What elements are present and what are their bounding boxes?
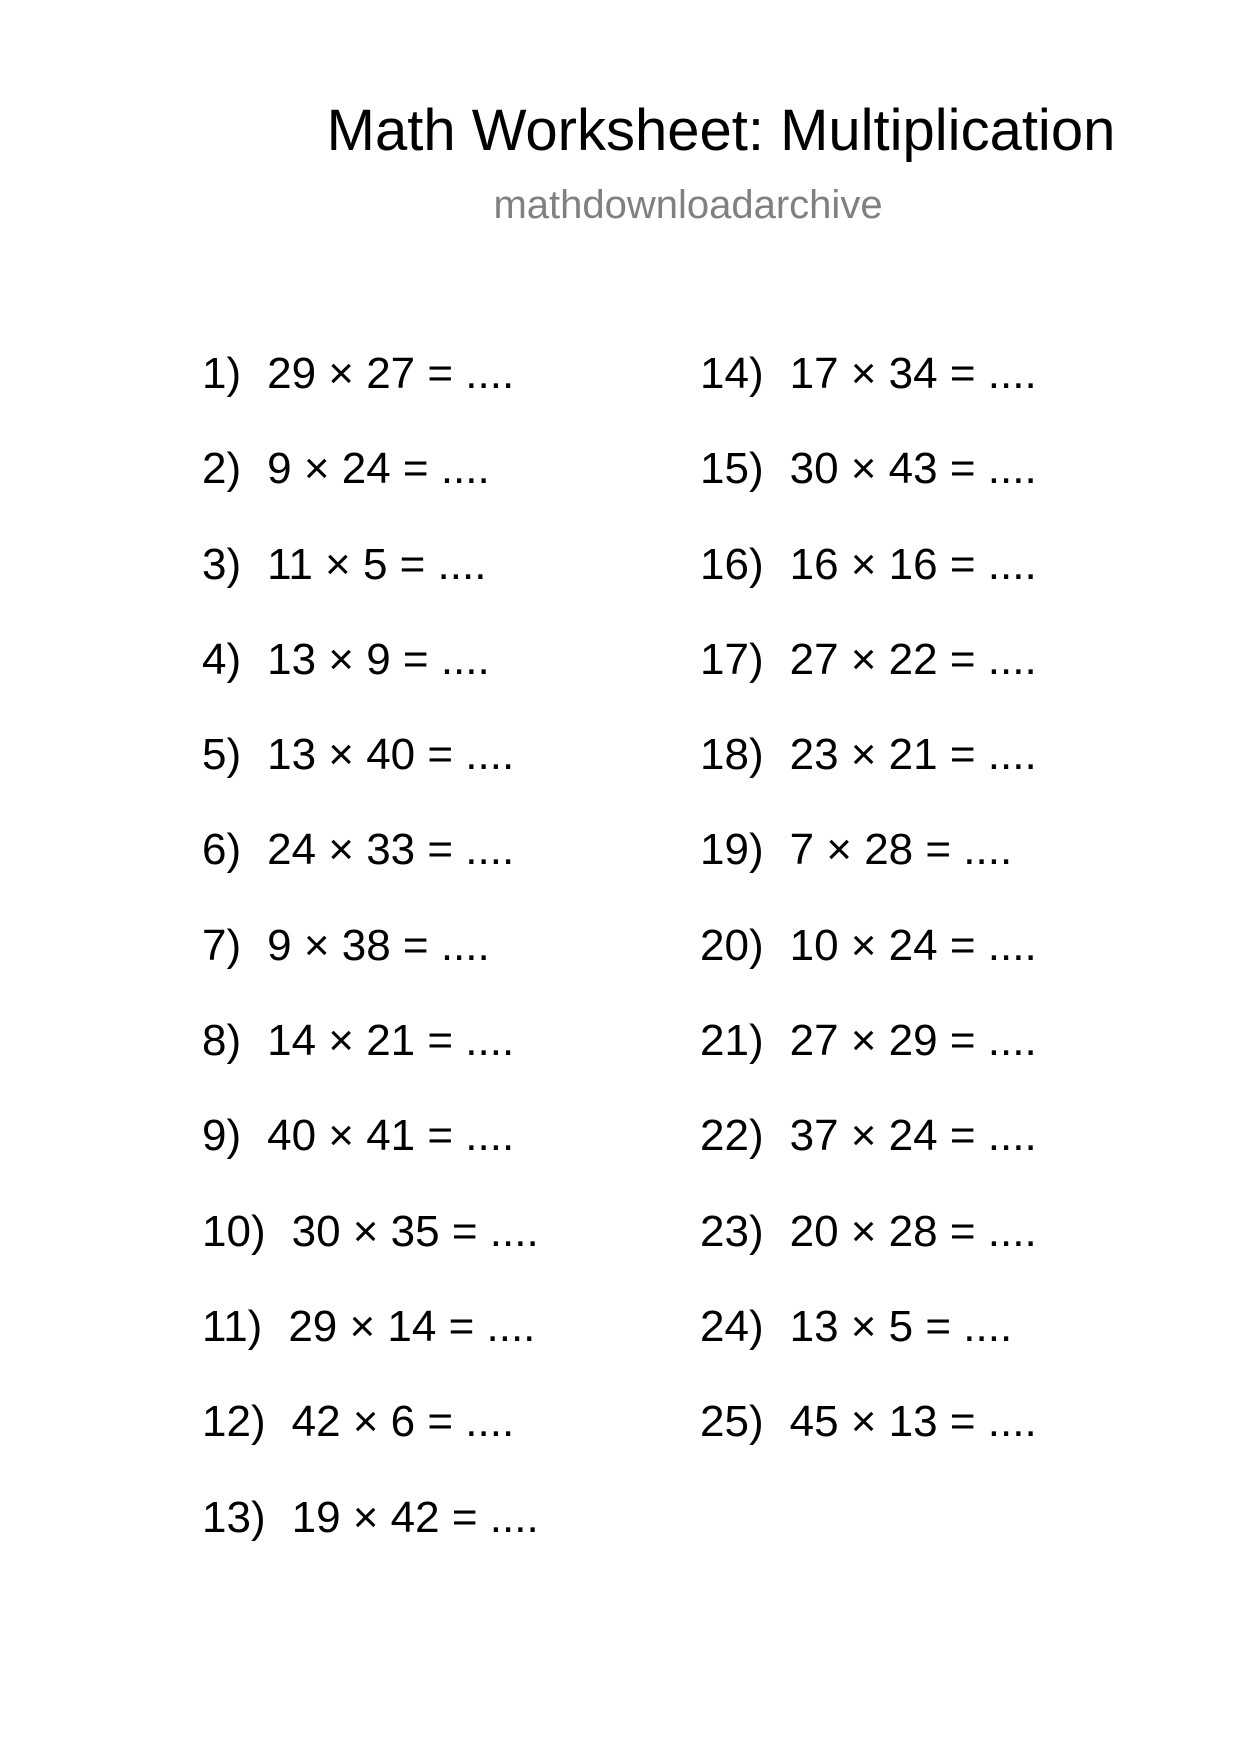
problem-expression: 45 × 13 = .... xyxy=(789,1397,1037,1447)
problem-item xyxy=(202,348,539,443)
problem-item xyxy=(202,920,539,1015)
problems-right-column xyxy=(700,348,1037,1492)
problem-number: 10) xyxy=(202,1206,266,1256)
problem-expression: 24 × 33 = .... xyxy=(267,825,515,875)
problem-expression: 23 × 21 = .... xyxy=(789,730,1037,780)
problem-item xyxy=(202,1015,539,1110)
problem-number: 16) xyxy=(700,539,764,589)
problem-expression: 29 × 14 = .... xyxy=(288,1301,536,1351)
problem-number: 4) xyxy=(202,634,242,684)
problem-item xyxy=(700,443,1037,538)
problem-item xyxy=(700,1110,1037,1205)
problem-item xyxy=(202,1301,539,1396)
problem-expression: 16 × 16 = .... xyxy=(789,539,1037,589)
problem-expression: 42 × 6 = .... xyxy=(291,1397,515,1447)
problem-expression: 30 × 43 = .... xyxy=(789,444,1037,494)
problem-number: 7) xyxy=(202,920,242,970)
problem-number: 8) xyxy=(202,1016,242,1066)
problem-expression: 37 × 24 = .... xyxy=(789,1111,1037,1161)
problem-number: 15) xyxy=(700,444,764,494)
problem-item xyxy=(700,348,1037,443)
problem-expression: 17 × 34 = .... xyxy=(789,349,1037,398)
problems-left-column xyxy=(202,348,539,1587)
problem-number: 13) xyxy=(202,1492,266,1542)
problem-item xyxy=(700,1396,1037,1491)
problem-item xyxy=(700,1015,1037,1110)
problem-item xyxy=(700,729,1037,824)
problem-number: 19) xyxy=(700,825,764,875)
problem-number: 11) xyxy=(202,1301,263,1351)
problem-expression: 20 × 28 = .... xyxy=(789,1206,1037,1256)
problem-item xyxy=(202,824,539,919)
problem-item xyxy=(202,729,539,824)
problem-expression: 13 × 9 = .... xyxy=(267,634,490,684)
problem-number: 2) xyxy=(202,444,242,494)
problem-item xyxy=(202,443,539,538)
problem-expression: 14 × 21 = .... xyxy=(267,1016,515,1066)
problem-item xyxy=(700,1301,1037,1396)
problem-number: 5) xyxy=(202,730,242,780)
problem-number: 21) xyxy=(700,1016,764,1066)
problem-number: 14) xyxy=(700,349,764,398)
problem-number: 1) xyxy=(202,349,242,398)
problem-number: 3) xyxy=(202,539,242,589)
problem-number: 9) xyxy=(202,1111,242,1161)
problem-expression: 9 × 24 = .... xyxy=(267,444,490,494)
worksheet-subtitle: mathdownloadarchive xyxy=(493,183,883,227)
problem-item xyxy=(700,539,1037,634)
problem-expression: 7 × 28 = .... xyxy=(789,825,1013,875)
problem-item xyxy=(202,1396,539,1491)
worksheet-title: Math Worksheet: Multiplication xyxy=(326,98,1116,163)
problem-expression: 13 × 5 = .... xyxy=(789,1301,1013,1351)
problem-item xyxy=(700,824,1037,919)
problem-item xyxy=(202,1110,539,1205)
problem-item xyxy=(700,1206,1037,1301)
problem-number: 25) xyxy=(700,1397,764,1447)
problem-expression: 9 × 38 = .... xyxy=(267,920,490,970)
problem-expression: 40 × 41 = .... xyxy=(267,1111,515,1161)
problem-number: 6) xyxy=(202,825,242,875)
problem-expression: 30 × 35 = .... xyxy=(291,1206,539,1256)
problem-item xyxy=(202,1206,539,1301)
problem-item xyxy=(700,920,1037,1015)
problem-item xyxy=(700,634,1037,729)
problem-number: 12) xyxy=(202,1397,266,1447)
problem-item xyxy=(202,1492,539,1587)
problem-item xyxy=(202,634,539,729)
problem-number: 24) xyxy=(700,1301,764,1351)
problem-number: 22) xyxy=(700,1111,764,1161)
problem-expression: 27 × 29 = .... xyxy=(789,1016,1037,1066)
problem-number: 17) xyxy=(700,634,764,684)
problem-expression: 27 × 22 = .... xyxy=(789,634,1037,684)
problem-number: 23) xyxy=(700,1206,764,1256)
problem-expression: 19 × 42 = .... xyxy=(291,1492,539,1542)
problem-number: 18) xyxy=(700,730,764,780)
problem-number: 20) xyxy=(700,920,764,970)
problem-item xyxy=(202,539,539,634)
problem-expression: 29 × 27 = .... xyxy=(267,349,515,398)
problem-expression: 11 × 5 = .... xyxy=(267,539,487,589)
problem-expression: 10 × 24 = .... xyxy=(789,920,1037,970)
problem-expression: 13 × 40 = .... xyxy=(267,730,515,780)
